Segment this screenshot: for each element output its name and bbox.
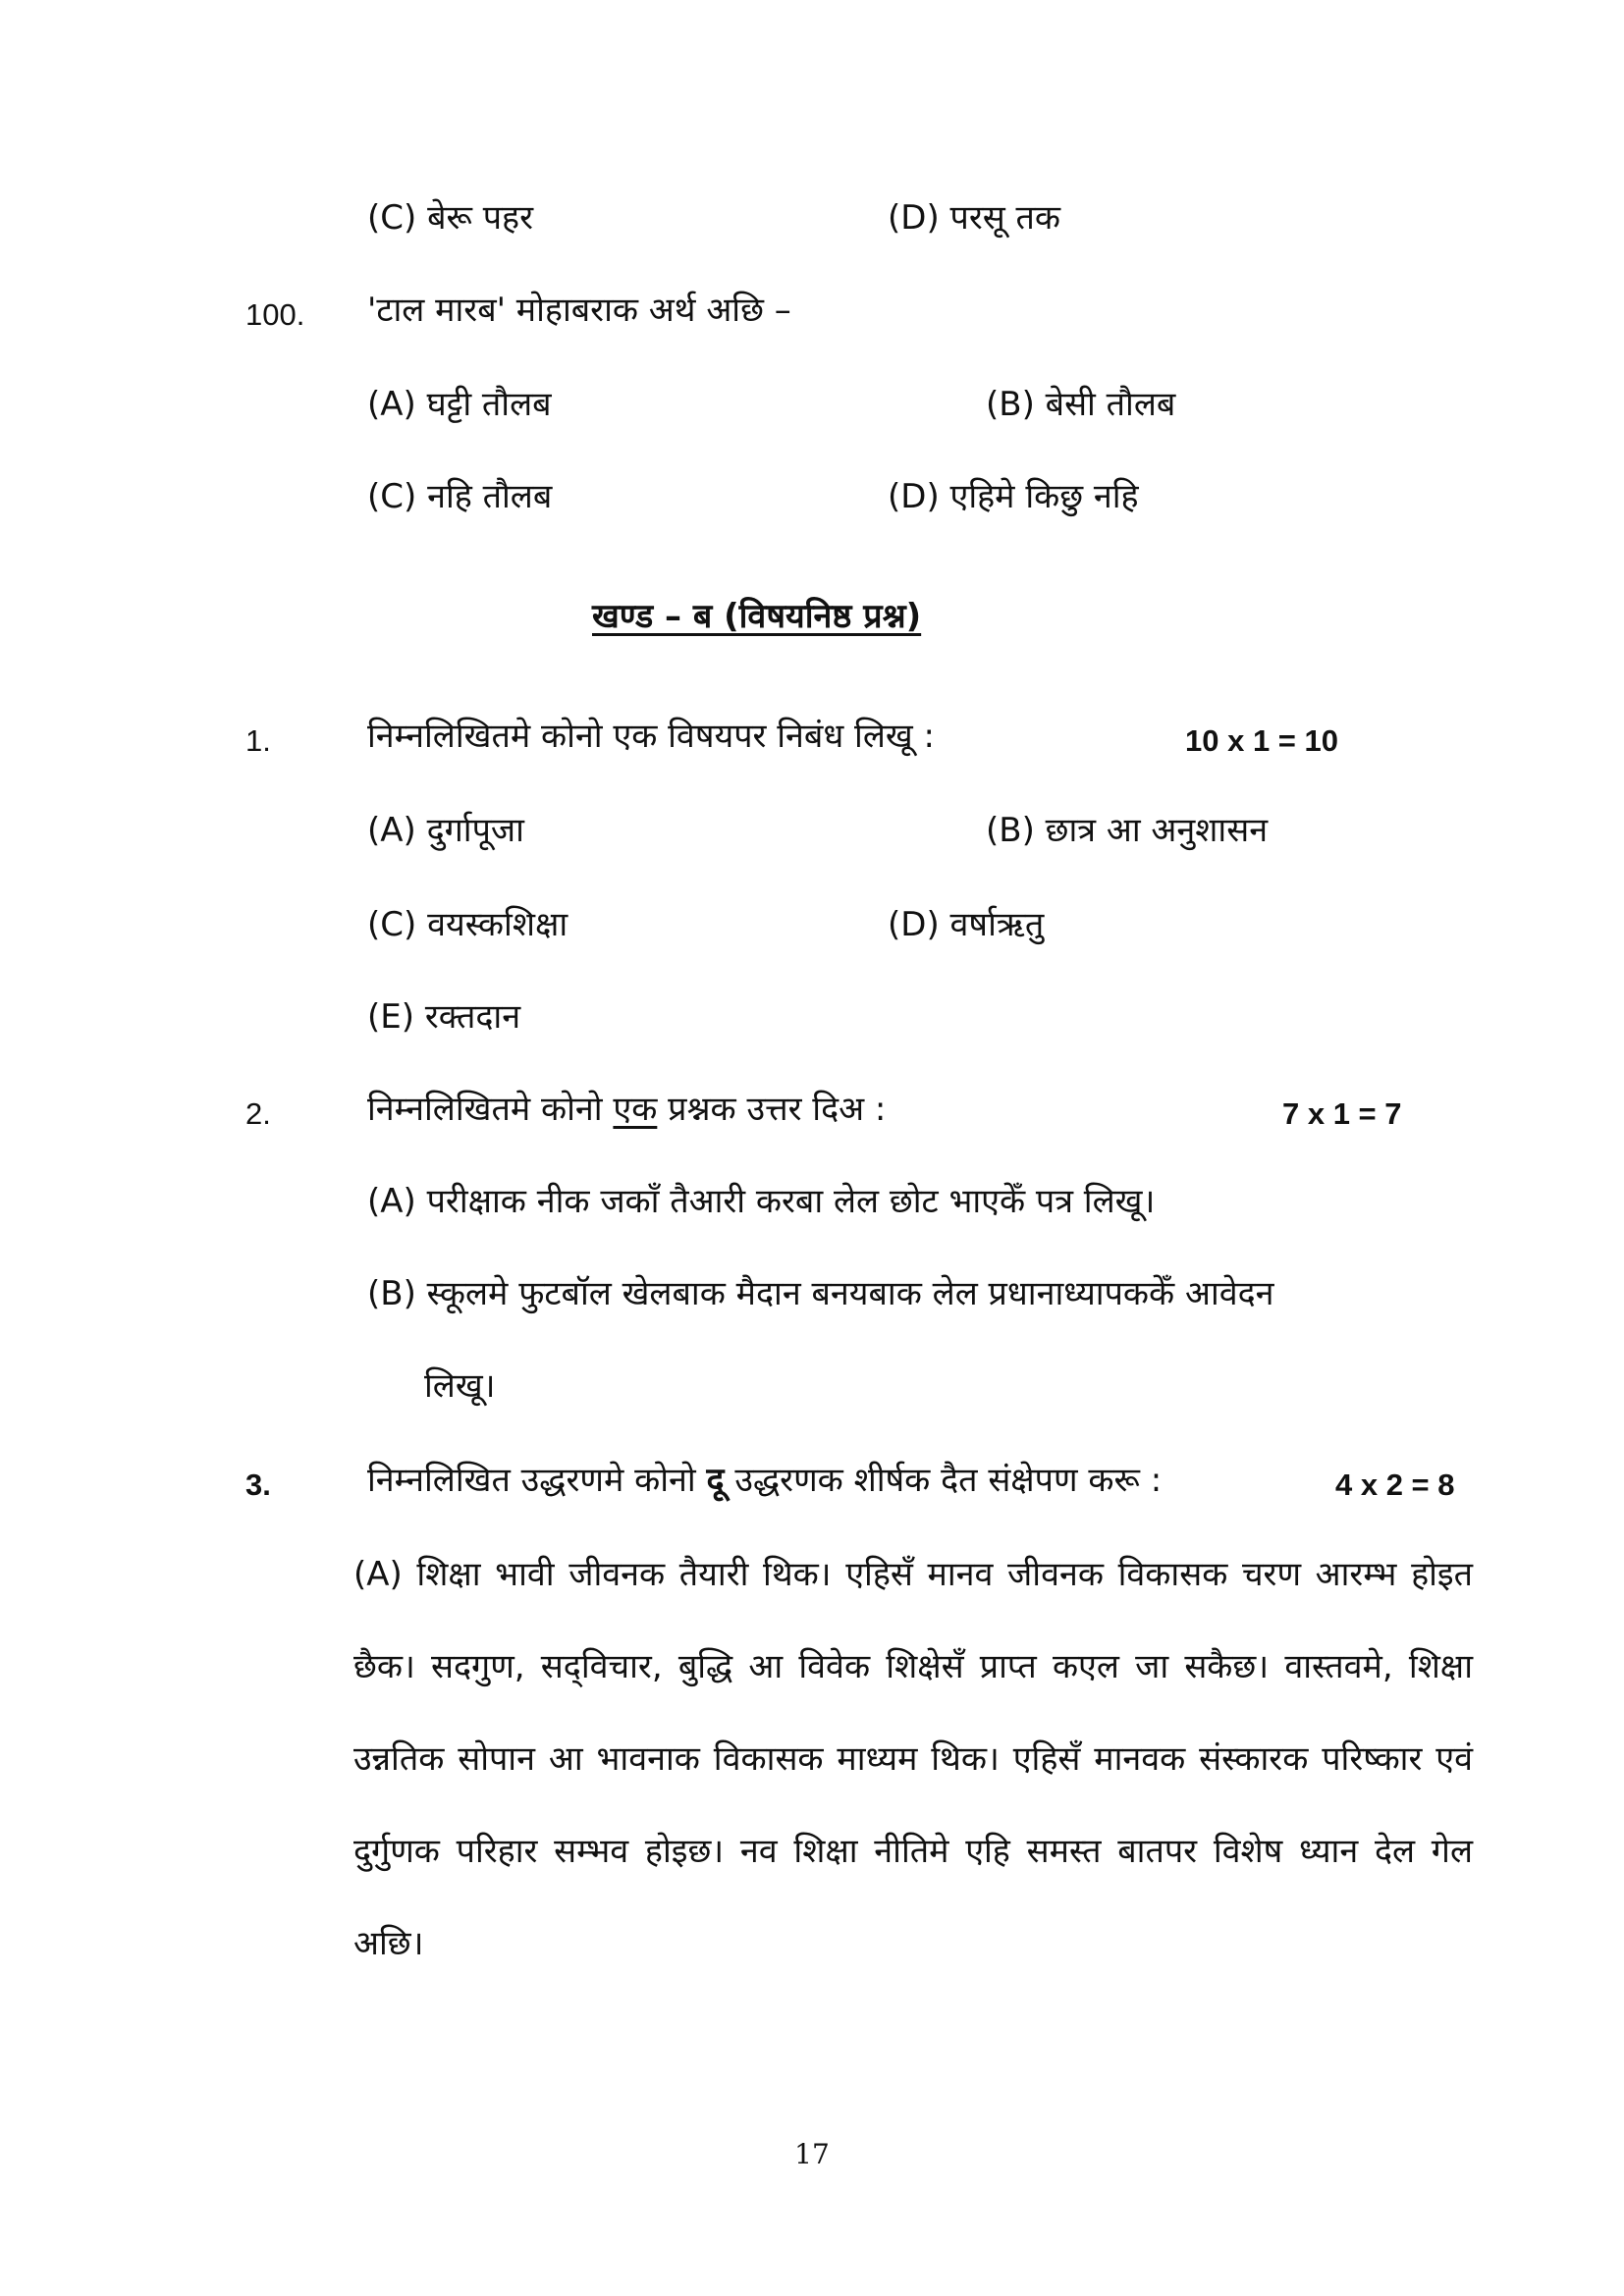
option-c: (C) नहि तौलब [367,477,553,516]
marks: 7 x 1 = 7 [1282,1096,1402,1131]
option-c: (C) बेरू पहर [367,198,533,238]
marks: 4 x 2 = 8 [1335,1468,1455,1502]
option-b-continuation: लिखू। [424,1366,496,1406]
question-number: 1. [245,723,271,758]
option-e: (E) रक्तदान [367,997,521,1037]
question-number: 3. [245,1468,271,1502]
question-number: 100. [245,297,305,332]
option-d: (D) वर्षाऋतु [888,905,1045,944]
question-number: 2. [245,1096,271,1131]
question-text: निम्नलिखितमे कोनो एक विषयपर निबंध लिखू : [367,717,935,756]
question-text: 'टाल मारब' मोहाबराक अर्थ अछि – [367,291,791,330]
section-heading: खण्ड – ब (विषयनिष्ठ प्रश्न) [592,597,922,636]
underlined-word: एक [613,1090,658,1129]
option-d: (D) परसू तक [888,198,1061,238]
question-text-start: निम्नलिखितमे कोनो [367,1090,614,1129]
question-text-end: उद्धरणक शीर्षक दैत संक्षेपण करू : [724,1461,1163,1500]
option-a: (A) दुर्गापूजा [367,811,524,850]
option-d: (D) एहिमे किछु नहि [888,477,1139,516]
option-b: (B) स्कूलमे फुटबॉल खेलबाक मैदान बनयबाक लेल प्रधानाध्यापककेँ आवेदन [367,1274,1274,1313]
question-text [367,1090,886,1130]
marks: 10 x 1 = 10 [1185,723,1338,758]
option-c: (C) वयस्कशिक्षा [367,905,568,944]
option-b: (B) बेसी तौलब [986,385,1176,424]
bold-word: दू [706,1461,725,1500]
option-a: (A) घट्टी तौलब [367,385,552,424]
option-a: (A) परीक्षाक नीक जकाँ तैआरी करबा लेल छोट भाएकेँ पत्र लिखू। [367,1182,1156,1221]
question-text-end: प्रश्नक उत्तर दिअ : [657,1090,887,1129]
question-text-start: निम्नलिखित उद्धरणमे कोनो [367,1461,707,1500]
page-number: 17 [794,2138,830,2170]
option-b: (B) छात्र आ अनुशासन [986,811,1269,850]
question-text [367,1461,1162,1501]
passage-a: (A) शिक्षा भावी जीवनक तैयारी थिक। एहिसँ मानव जीवनक विकासक चरण आरम्भ होइत छैक। सदगुण, सद्‌विचार, बुद्धि आ विवेक शिक्षेसँ प्राप्त कएल जा सकैछ। वास्तवमे, शिक्षा उन्नतिक सोपान आ भावनाक विकासक माध्यम थिक। एहिसँ मानवक संस्कारक परिष्कार एवं दुर्गुणक परिहार सम्भव होइछ। नव शिक्षा नीतिमे एहि समस्त बातपर विशेष ध्यान देल गेल अछि। [353,1555,1473,1963]
